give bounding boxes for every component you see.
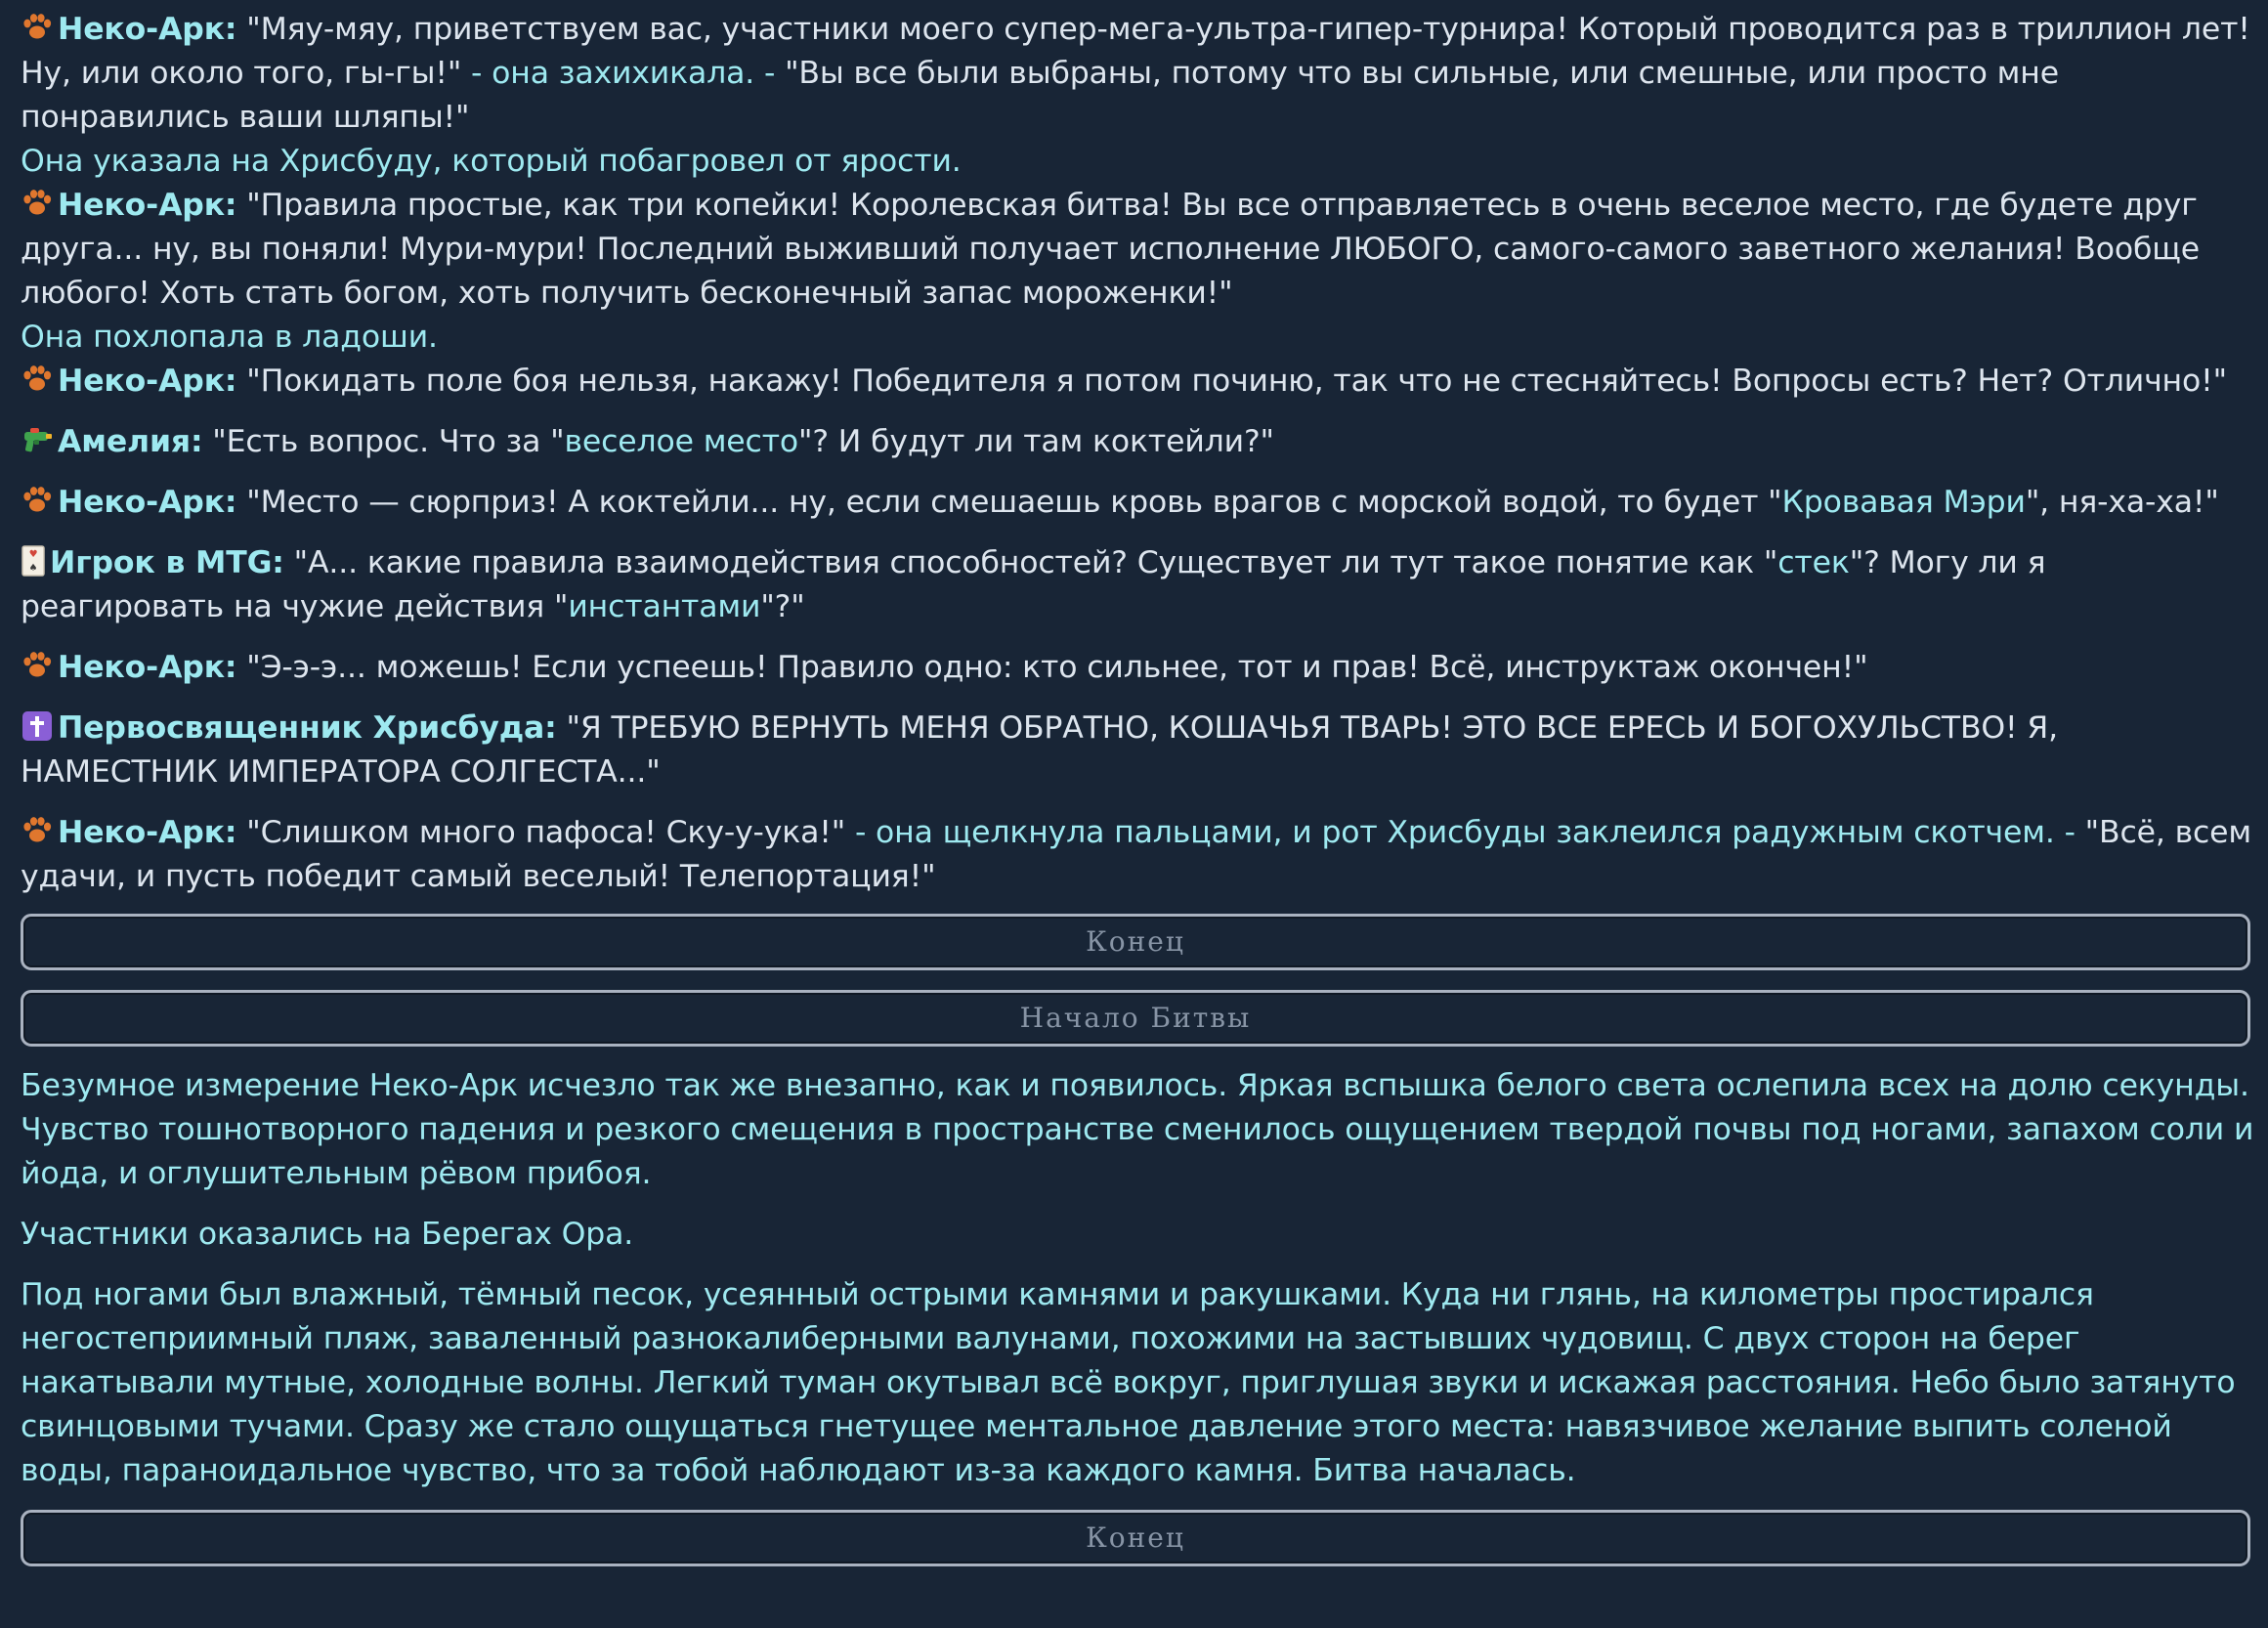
speech-text: "? Могу ли я реагировать на чужие действия " (21, 545, 2046, 624)
highlight-term: стек (1777, 545, 1850, 580)
speaker-name: Неко-Арк: (58, 188, 237, 223)
speaker-name: Первосвященник Хрисбуда: (58, 710, 557, 746)
chat-log (21, 10, 2258, 1566)
svg-text:♥: ♥ (28, 549, 38, 560)
chat-message (21, 184, 2258, 316)
action-text: - она щелкнула пальцами, и рот Хрисбуды заклеился радужным скотчем. - (845, 815, 2085, 850)
paw-icon (21, 649, 54, 682)
end-divider: Конец (21, 914, 2250, 970)
speech-text: "Слишком много пафоса! Ску-у-ука!" (246, 815, 846, 850)
narration-line: Она указала на Хрисбуду, который побагровел от ярости. (21, 144, 962, 179)
water-gun-icon (21, 423, 54, 456)
chat-message (21, 360, 2258, 404)
paw-icon (21, 363, 54, 396)
speech-text: "Я ТРЕБУЮ ВЕРНУТЬ МЕНЯ ОБРАТНО, КОШАЧЬЯ ТВАРЬ! ЭТО ВСЕ ЕРЕСЬ И БОГОХУЛЬСТВО! Я, НАМЕСТНИК ИМПЕРАТОРА СОЛГЕСТА..." (21, 710, 2058, 790)
chat-message (21, 420, 2258, 464)
speaker-name: Игрок в MTG: (50, 545, 284, 580)
speaker-name: Неко-Арк: (58, 485, 237, 520)
card-icon (21, 544, 46, 578)
latin-cross-icon (21, 709, 54, 743)
action-text: - она захихикала. - (461, 56, 786, 91)
speech-text: "А... какие правила взаимодействия способностей? Существует ли тут такое понятие как " (293, 545, 1778, 580)
speaker-name: Неко-Арк: (58, 364, 237, 399)
speech-text: "Правила простые, как три копейки! Королевская битва! Вы все отправляетесь в очень веселое место, где будете друг друга... ну, вы поняли! Мури-мури! Последний выживший получает исполнение ЛЮБОГО, самого-самого заветного желания! Вообще любого! Хоть стать богом, хоть получить бесконечный запас мороженки!" (21, 188, 2200, 311)
battle-start-divider: Начало Битвы (21, 990, 2250, 1047)
speech-text: "?" (760, 589, 805, 624)
speaker-name: Амелия: (58, 424, 203, 459)
chat-message (21, 8, 2258, 140)
speech-text: "Мяу-мяу, приветствуем вас, участники моего супер-мега-ультра-гипер-турнира! Который проводится раз в триллион лет! Ну, или около того, гы-гы!" (21, 12, 2250, 91)
speaker-name: Неко-Арк: (58, 12, 237, 47)
svg-text:♠: ♠ (28, 563, 38, 574)
narrative-paragraph: Участники оказались на Берегах Ора. (21, 1217, 634, 1252)
chat-message (21, 481, 2258, 525)
speech-text: ", ня-ха-ха!" (2025, 485, 2219, 520)
highlight-term: Кровавая Мэри (1781, 485, 2026, 520)
narration-line: Она похлопала в ладоши. (21, 320, 438, 355)
chat-message (21, 811, 2258, 899)
paw-icon (21, 11, 54, 44)
speech-text: "Всё, всем удачи, и пусть победит самый веселый! Телепортация!" (21, 815, 2252, 894)
paw-icon (21, 814, 54, 847)
highlight-term: инстантами (568, 589, 761, 624)
highlight-term: веселое место (564, 424, 799, 459)
paw-icon (21, 187, 54, 220)
end-divider: Конец (21, 1510, 2250, 1566)
narrative-paragraph: Безумное измерение Неко-Арк исчезло так же внезапно, как и появилось. Яркая вспышка белого света ослепила всех на долю секунды. Чувство тошнотворного падения и резкого смещения в пространстве сменилось ощущением твердой почвы под ногами, запахом соли и йода, и оглушительным рёвом прибоя. (21, 1068, 2254, 1191)
chat-message (21, 646, 2258, 690)
speech-text: "Э-э-э... можешь! Если успеешь! Правило одно: кто сильнее, тот и прав! Всё, инструктаж окончен!" (246, 650, 1868, 685)
narrative-paragraph: Под ногами был влажный, тёмный песок, усеянный острыми камнями и ракушками. Куда ни глянь, на километры простирался негостеприимный пляж, заваленный разнокалиберными валунами, похожими на застывших чудовищ. С двух сторон на берег накатывали мутные, холодные волны. Легкий туман окутывал всё вокруг, приглушая звуки и искажая расстояния. Небо было затянуто свинцовыми тучами. Сразу же стало ощущаться гнетущее ментальное давление этого места: навязчивое желание выпить соленой воды, параноидальное чувство, что за тобой наблюдают из-за каждого камня. Битва началась. (21, 1277, 2236, 1488)
paw-icon (21, 484, 54, 517)
speech-text: "Покидать поле боя нельзя, накажу! Победителя я потом починю, так что не стесняйтесь! Вопросы есть? Нет? Отлично!" (246, 364, 2227, 399)
speaker-name: Неко-Арк: (58, 815, 237, 850)
speech-text: "Вы все были выбраны, потому что вы сильные, или смешные, или просто мне понравились ваши шляпы!" (21, 56, 2059, 135)
speaker-name: Неко-Арк: (58, 650, 237, 685)
speech-text: "? И будут ли там коктейли?" (798, 424, 1274, 459)
speech-text: "Есть вопрос. Что за " (212, 424, 565, 459)
chat-message (21, 541, 2258, 629)
chat-message (21, 707, 2258, 794)
speech-text: "Место — сюрприз! А коктейли... ну, если смешаешь кровь врагов с морской водой, то будет " (246, 485, 1782, 520)
